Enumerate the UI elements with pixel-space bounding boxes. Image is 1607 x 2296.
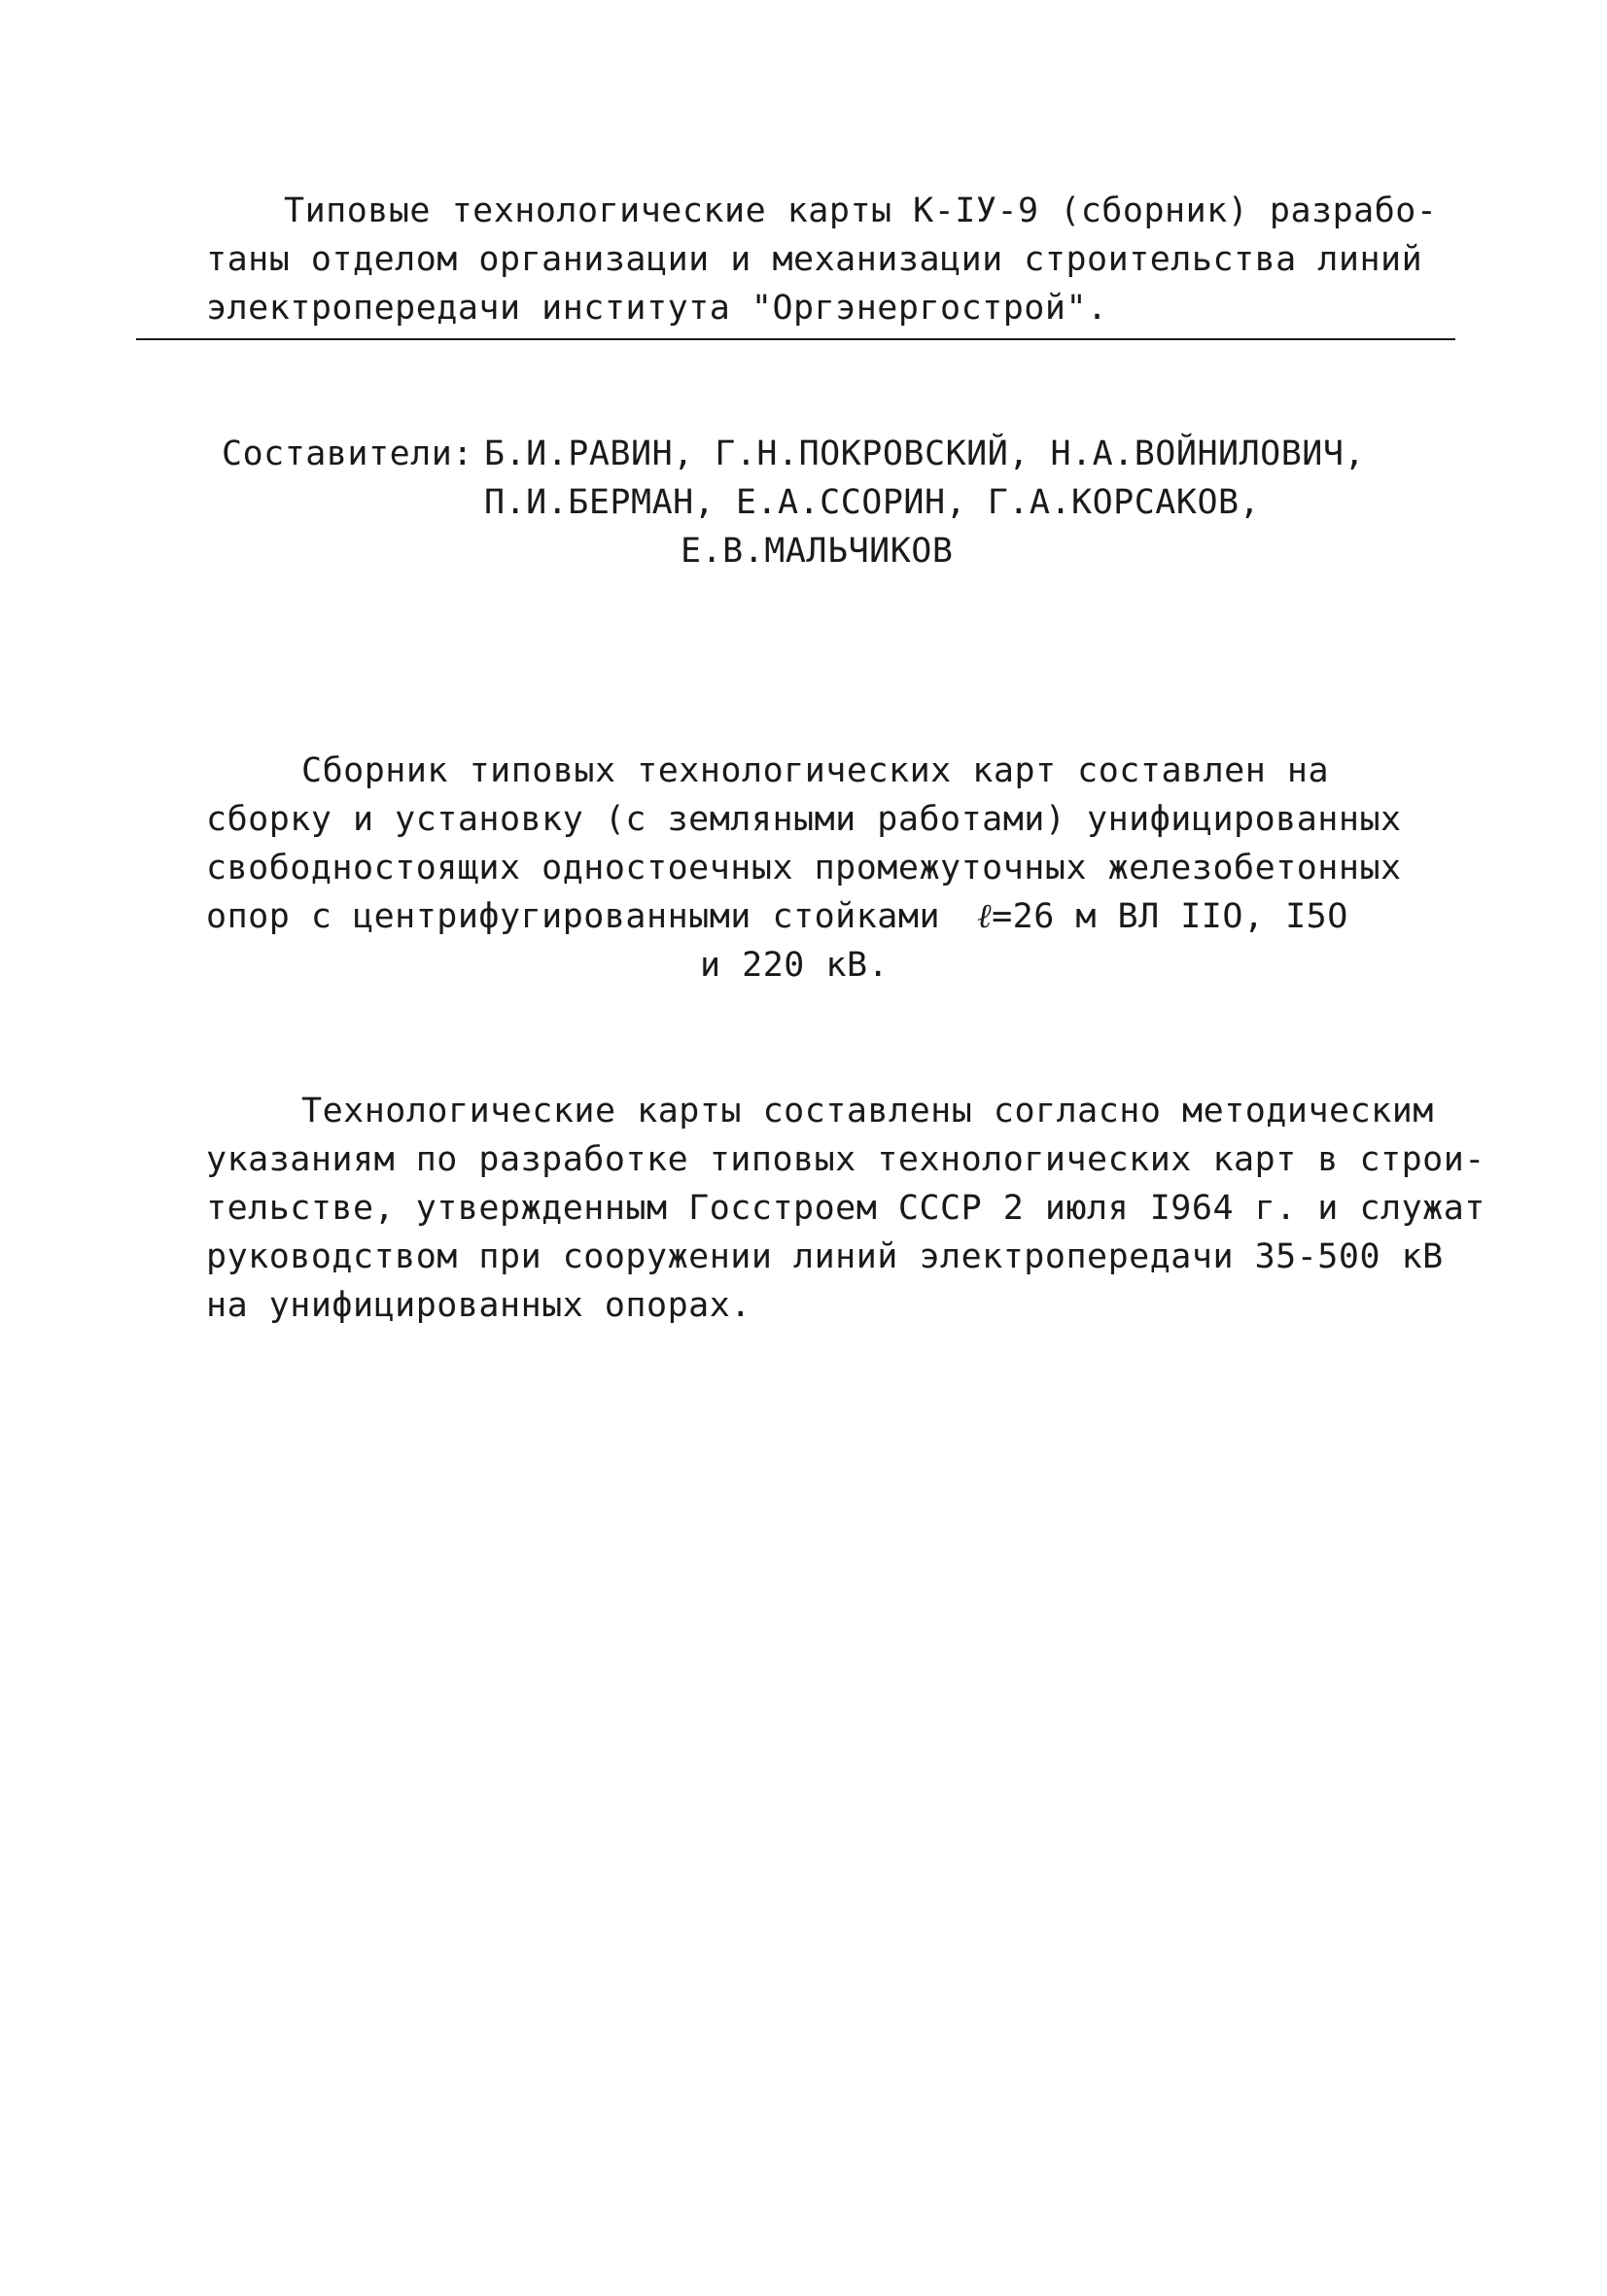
collection-line-4-text: опор с центрифугированными стойками	[206, 897, 941, 936]
methodology-line-5: на унифицированных опорах.	[206, 1286, 751, 1325]
intro-line-3: электропередачи института "Оргэнергострой".	[206, 289, 1108, 328]
collection-line-5: и 220 кВ.	[700, 946, 890, 985]
collection-line-2: сборку и установку (с земляными работами) унифицированных	[206, 800, 1402, 839]
compilers-line-3: Е.В.МАЛЬЧИКОВ	[681, 532, 954, 571]
intro-line-2: таны отделом организации и механизации строительства линий	[206, 240, 1423, 279]
methodology-line-4: руководством при сооружении линий электропередачи 35-500 кВ	[206, 1237, 1444, 1276]
intro-line-1: Типовые технологические карты К-IУ-9 (сборник) разрабо-	[284, 191, 1438, 230]
compilers-line-2: П.И.БЕРМАН, Е.А.ССОРИН, Г.А.КОРСАКОВ,	[484, 483, 1261, 522]
collection-line-4	[206, 892, 1348, 941]
compilers-line-1: Б.И.РАВИН, Г.Н.ПОКРОВСКИЙ, Н.А.ВОЙНИЛОВИЧ,	[484, 435, 1366, 473]
collection-line-4-tail: =26 м ВЛ IIO, I5O	[992, 897, 1348, 936]
compilers-label: Составители:	[222, 435, 473, 473]
methodology-line-1: Технологические карты составлены согласно методическим	[301, 1092, 1434, 1131]
horizontal-divider	[136, 338, 1455, 340]
length-symbol: ℓ	[977, 897, 993, 936]
methodology-line-2: указаниям по разработке типовых технологических карт в строи-	[206, 1140, 1485, 1179]
collection-line-1: Сборник типовых технологических карт составлен на	[301, 751, 1330, 790]
collection-line-3: свободностоящих одностоечных промежуточных железобетонных	[206, 849, 1402, 887]
methodology-line-3: тельстве, утвержденным Госстроем СССР 2 июля I964 г. и служат	[206, 1189, 1485, 1228]
